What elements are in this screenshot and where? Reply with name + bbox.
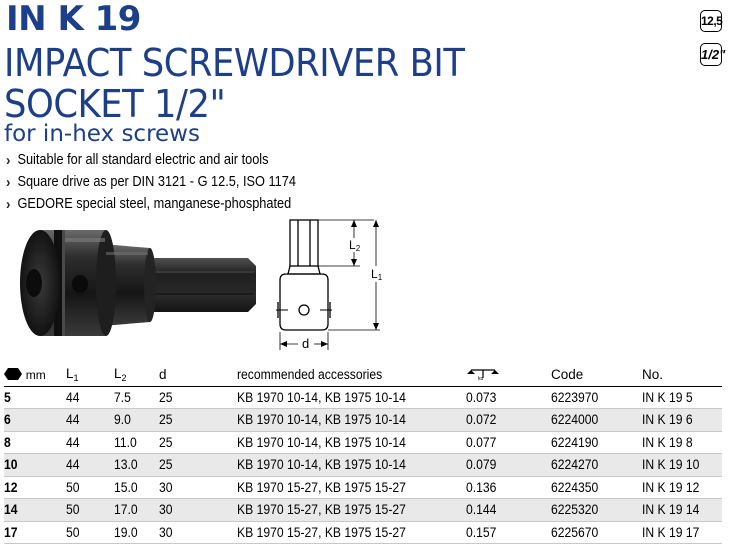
cell-l1: 44: [66, 409, 114, 432]
cell-accessories: KB 1970 10-14, KB 1975 10-14: [237, 386, 466, 409]
cell-d: 25: [159, 386, 237, 409]
cell-accessories: KB 1970 15-27, KB 1975 15-27: [237, 499, 466, 522]
cell-code: 6223970: [551, 386, 642, 409]
cell-size: 8: [4, 431, 66, 454]
l1-label: L1: [371, 267, 383, 282]
cell-no: IN K 19 10: [642, 454, 722, 477]
cell-l2: 9.0: [114, 409, 159, 432]
table-row: [4, 409, 722, 432]
cell-no: IN K 19 6: [642, 409, 722, 432]
header-no: No.: [642, 364, 722, 386]
cell-weight: 0.157: [466, 521, 551, 544]
table-row: [4, 386, 722, 409]
feature-text: Square drive as per DIN 3121 - G 12.5, ISO 1174: [17, 174, 296, 190]
chevron-right-icon: ›: [6, 151, 11, 169]
header-l1: $L_1$: [66, 364, 114, 386]
page-title-line-1: IMPACT SCREWDRIVER BIT: [4, 41, 465, 85]
cell-code: 6224270: [551, 454, 642, 477]
cell-l2: 13.0: [114, 454, 159, 477]
cell-code: 6225320: [551, 499, 642, 522]
cell-l1: 44: [66, 454, 114, 477]
cell-l1: 50: [66, 476, 114, 499]
cell-no: IN K 19 5: [642, 386, 722, 409]
header-code: Code: [551, 364, 642, 386]
header-accessories: recommended accessories: [237, 364, 466, 386]
cell-d: 25: [159, 431, 237, 454]
cell-l2: 17.0: [114, 499, 159, 522]
cell-weight: 0.077: [466, 431, 551, 454]
feature-text: Suitable for all standard electric and air tools: [17, 152, 269, 168]
cell-l1: 44: [66, 431, 114, 454]
cell-code: 6224000: [551, 409, 642, 432]
hexagon-icon: [4, 368, 22, 380]
cell-size: 5: [4, 386, 66, 409]
page-title-line-2: SOCKET 1/2": [4, 82, 226, 126]
table-row: [4, 454, 722, 477]
chevron-right-icon: ›: [6, 173, 11, 191]
cell-accessories: KB 1970 15-27, KB 1975 15-27: [237, 521, 466, 544]
cell-l2: 7.5: [114, 386, 159, 409]
feature-item: [6, 171, 296, 193]
header-size: mm: [4, 364, 66, 386]
header-weight: [466, 364, 551, 386]
table-row: [4, 521, 722, 544]
feature-list: [6, 149, 336, 215]
cell-d: 25: [159, 409, 237, 432]
cell-l1: 44: [66, 386, 114, 409]
cell-d: 25: [159, 454, 237, 477]
technical-drawing: [268, 214, 398, 354]
d-label: d: [302, 336, 310, 351]
specification-table: [4, 364, 722, 544]
cell-accessories: KB 1970 10-14, KB 1975 10-14: [237, 454, 466, 477]
cell-no: IN K 19 8: [642, 431, 722, 454]
cell-no: IN K 19 17: [642, 521, 722, 544]
table-header-row: [4, 364, 722, 386]
table-row: [4, 499, 722, 522]
cell-weight: 0.079: [466, 454, 551, 477]
cell-d: 30: [159, 521, 237, 544]
cell-l1: 50: [66, 521, 114, 544]
cell-l1: 50: [66, 499, 114, 522]
cell-d: 30: [159, 499, 237, 522]
chevron-right-icon: ›: [6, 195, 11, 213]
product-photo: [10, 222, 272, 342]
cell-size: 10: [4, 454, 66, 477]
cell-weight: 0.144: [466, 499, 551, 522]
drive-size-badge: 12,5: [700, 10, 722, 32]
cell-size: 14: [4, 499, 66, 522]
cell-accessories: KB 1970 10-14, KB 1975 10-14: [237, 431, 466, 454]
cell-no: IN K 19 12: [642, 476, 722, 499]
cell-weight: 0.072: [466, 409, 551, 432]
cell-weight: 0.073: [466, 386, 551, 409]
page-subtitle: for in-hex screws: [4, 121, 200, 147]
cell-l2: 19.0: [114, 521, 159, 544]
page-title-code: IN K 19: [6, 0, 141, 39]
table-row: [4, 431, 722, 454]
cell-size: 17: [4, 521, 66, 544]
cell-code: 6224350: [551, 476, 642, 499]
drive-inch-badge: 1/2": [700, 43, 722, 66]
feature-item: [6, 149, 296, 171]
header-d: d: [159, 364, 237, 386]
cell-size: 12: [4, 476, 66, 499]
feature-item: [6, 193, 296, 215]
cell-accessories: KB 1970 10-14, KB 1975 10-14: [237, 409, 466, 432]
cell-d: 30: [159, 476, 237, 499]
table-row: [4, 476, 722, 499]
svg-text:kg: kg: [478, 376, 484, 381]
scale-icon: [466, 368, 500, 380]
cell-no: IN K 19 14: [642, 499, 722, 522]
feature-text: GEDORE special steel, manganese-phosphated: [17, 196, 292, 212]
cell-weight: 0.136: [466, 476, 551, 499]
cell-code: 6225670: [551, 521, 642, 544]
cell-size: 6: [4, 409, 66, 432]
cell-l2: 11.0: [114, 431, 159, 454]
cell-accessories: KB 1970 15-27, KB 1975 15-27: [237, 476, 466, 499]
cell-l2: 15.0: [114, 476, 159, 499]
cell-code: 6224190: [551, 431, 642, 454]
l2-label: L2: [349, 238, 361, 253]
header-l2: $L_2$: [114, 364, 159, 386]
